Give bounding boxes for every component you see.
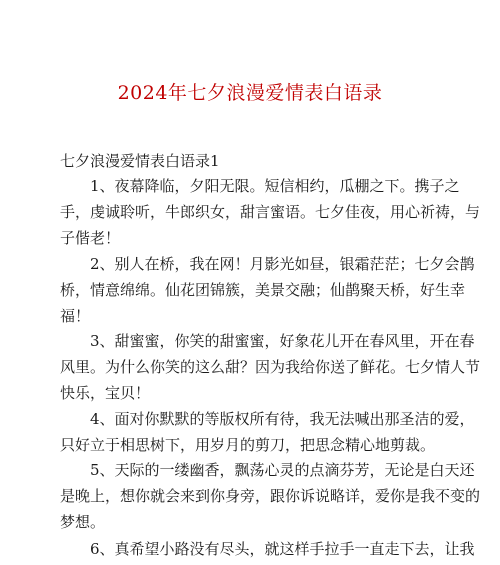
paragraph-text: 桥，情意绵绵。仙花团锦簇，美景交融；仙鹊聚天桥，好生幸 [60, 281, 466, 299]
paragraph-text: 是晚上，想你就会来到你身旁，跟你诉说略详，爱你是我不变的 [60, 487, 481, 505]
paragraph-text: 3、甜蜜蜜，你笑的甜蜜蜜，好象花儿开在春风里，开在春 [90, 332, 475, 350]
paragraph-line [60, 383, 150, 403]
paragraph-first-line [90, 539, 475, 559]
paragraph-first-line [90, 254, 475, 274]
paragraph-text: 梦想。 [60, 513, 106, 531]
paragraph-line [60, 202, 481, 222]
paragraph-first-line [90, 409, 475, 429]
document-title: 2024年七夕浪漫爱情表白语录 [117, 82, 383, 104]
paragraph-text: 4、面对你默默的等版权所有待，我无法喊出那圣洁的爱， [90, 410, 475, 428]
paragraph-text: 2、别人在桥，我在网！月影光如昼，银霜茫茫；七夕会鹊 [90, 255, 475, 273]
paragraph-text: 手，虔诚聆听，牛郎织女，甜言蜜语。七夕佳夜，用心祈祷，与 [60, 203, 481, 221]
paragraph-line [60, 512, 105, 532]
paragraph-first-line [90, 331, 475, 351]
section-heading: 七夕浪漫爱情表白语录1 [60, 152, 220, 170]
paragraph-line [60, 280, 466, 300]
paragraph-text: 1、夜幕降临，夕阳无限。短信相约，瓜棚之下。携子之 [90, 177, 460, 195]
paragraph-text: 子偕老！ [60, 229, 121, 247]
paragraph-first-line [90, 460, 475, 480]
paragraph-text: 福！ [60, 307, 91, 325]
paragraph-line [60, 306, 90, 326]
paragraph-line [60, 435, 435, 455]
paragraph-text: 只好立于相思树下，用岁月的剪刀，把思念精心地剪裁。 [60, 436, 436, 454]
paragraph-text: 快乐，宝贝！ [60, 384, 151, 402]
paragraph-text: 6、真希望小路没有尽头，就这样手拉手一直走下去，让我 [90, 540, 475, 558]
paragraph-line [60, 357, 481, 377]
paragraph-line [60, 486, 481, 506]
paragraph-first-line [90, 176, 460, 196]
paragraph-text: 风里。为什么你笑的这么甜？因为我给你送了鲜花。七夕情人节 [60, 358, 481, 376]
paragraph-text: 5、天际的一缕幽香，飘荡心灵的点滴芬芳，无论是白天还 [90, 461, 475, 479]
paragraph-line [60, 228, 120, 248]
